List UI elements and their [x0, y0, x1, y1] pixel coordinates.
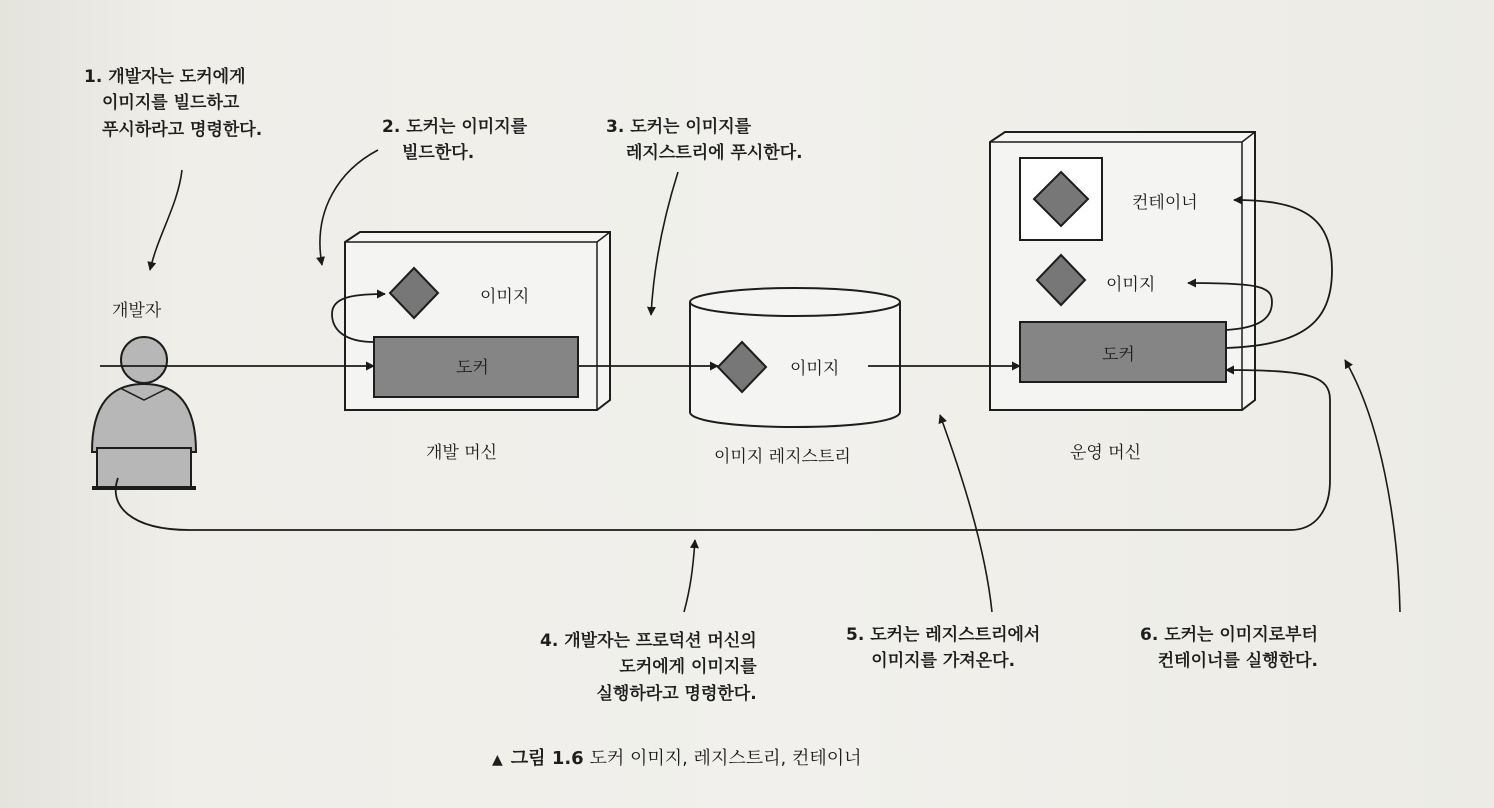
caption-marker: ▲: [492, 752, 503, 768]
callout-arrow-step4: [684, 540, 695, 612]
step1-note: [84, 64, 262, 143]
prod-container-label: 컨테이너: [1132, 193, 1198, 213]
callout-arrow-step6: [1345, 360, 1400, 612]
step2-line2: 빌드한다.: [402, 143, 475, 164]
step5-line1: 5. 도커는 레지스트리에서: [846, 625, 1041, 645]
step2-line1: 2. 도커는 이미지를: [382, 117, 528, 137]
dev-image-label: 이미지: [480, 287, 530, 307]
callout-arrow-step1: [150, 170, 182, 270]
prod-docker-label: 도커: [1102, 345, 1135, 365]
step2-note: [382, 114, 527, 167]
caption-figure-number: 그림 1.6: [510, 748, 584, 769]
step6-line1: 6. 도커는 이미지로부터: [1140, 625, 1318, 645]
step5-note: [846, 622, 1040, 675]
step1-line1: 1. 개발자는 도커에게: [84, 67, 246, 87]
figure-caption: [492, 744, 862, 770]
prod-machine-label: 운영 머신: [1070, 443, 1142, 463]
caption-text: 도커 이미지, 레지스트리, 컨테이너: [589, 748, 862, 769]
step1-line3: 푸시하라고 명령한다.: [102, 119, 263, 140]
prod-image-label: 이미지: [1106, 275, 1156, 295]
registry-image-label: 이미지: [790, 359, 840, 379]
developer-label: 개발자: [112, 301, 162, 321]
dev-machine-label: 개발 머신: [426, 443, 498, 463]
callout-arrow-step3: [651, 172, 678, 315]
step4-line1: 4. 개발자는 프로덕션 머신의: [540, 631, 757, 651]
step5-line2: 이미지를 가져온다.: [871, 651, 1016, 672]
step3-line1: 3. 도커는 이미지를: [606, 117, 752, 137]
developer-icon: [92, 337, 196, 490]
step3-line2: 레지스트리에 푸시한다.: [626, 143, 803, 164]
step1-line2: 이미지를 빌드하고: [102, 93, 240, 114]
step6-line2: 컨테이너를 실행한다.: [1157, 651, 1318, 672]
step4-line2: 도커에게 이미지를: [619, 657, 757, 678]
step4-line3: 실행하라고 명령한다.: [596, 683, 757, 704]
step3-note: [606, 114, 803, 167]
dev-docker-label: 도커: [456, 358, 489, 378]
callout-arrow-step5: [940, 415, 992, 612]
step6-note: [1140, 622, 1318, 675]
registry-label: 이미지 레지스트리: [714, 447, 851, 467]
step4-note: [540, 628, 757, 707]
